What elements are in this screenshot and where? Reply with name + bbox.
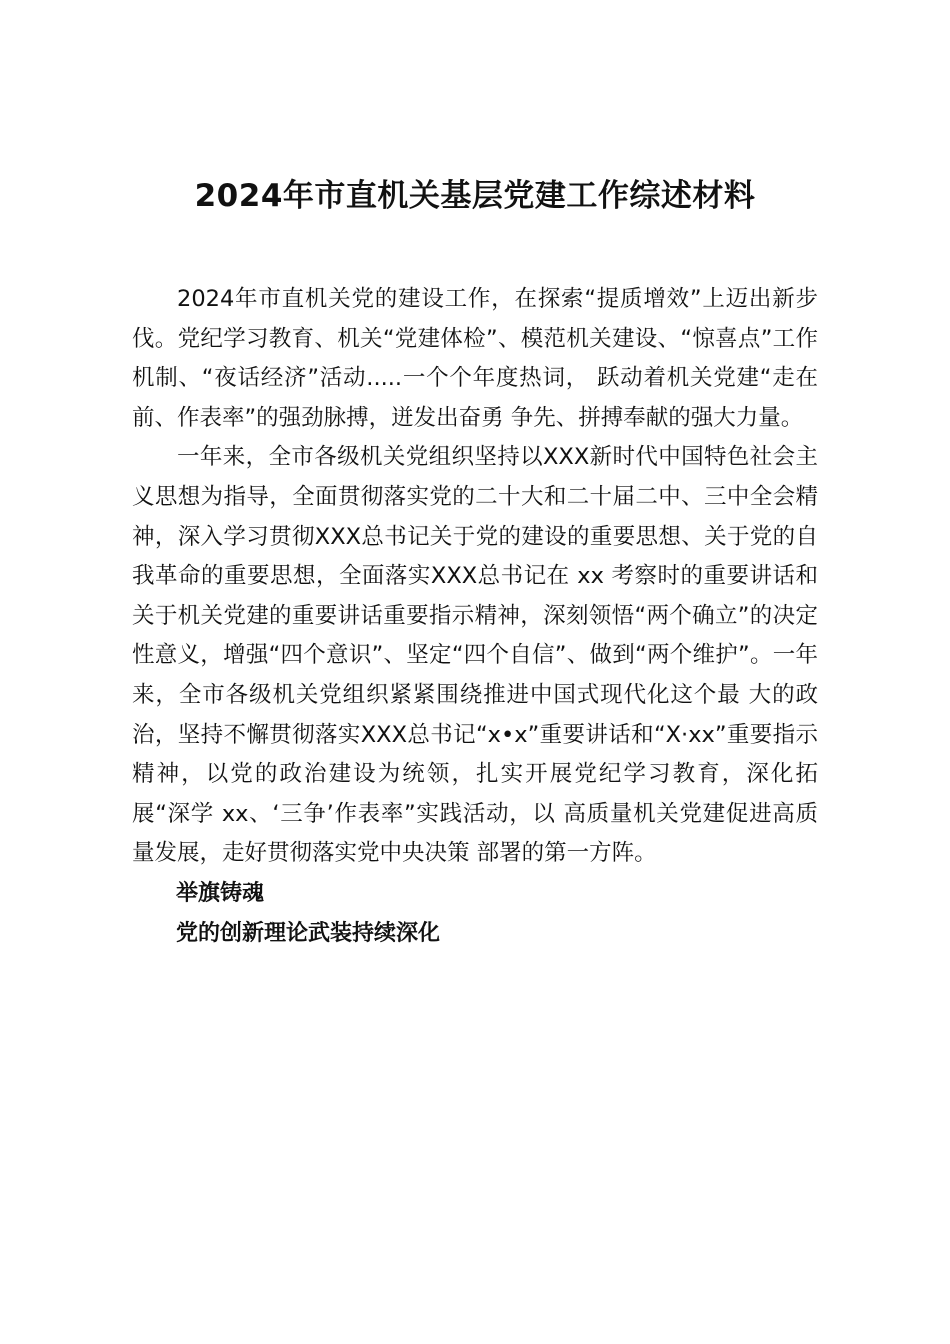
document-body [132,280,818,953]
paragraph-intro: 2024年市直机关党的建设工作，在探索“提质增效”上迈出新步伐。党纪学习教育、机关“党建体检”、模范机关建设、“惊喜点”工作机制、“夜话经济”活动.....一个个年度热词， 跃动着机关党建“走在前、作表率”的强劲脉搏，迸发出奋勇 争先、拼搏奉献的强大力量。 [132,286,818,431]
paragraph-overview: 一年来，全市各级机关党组织坚持以XXX新时代中国特色社会主义思想为指导，全面贯彻落实党的二十大和二十届二中、三中全会精神，深入学习贯彻XXX总书记关于党的建设的重要思想、关于党的自我革命的重要思想，全面落实XXX总书记在 xx 考察时的重要讲话和关于机关党建的重要讲话重要指示精神，深刻领悟“两个确立”的决定性意义，增强“四个意识”、坚定“四个自信”、做到“两个维护”。一年 来，全市各级机关党组织紧紧围绕推进中国式现代化这个最 大的政治，坚持不懈贯彻落实XXX总书记“x•x”重要讲话和“X·xx”重要指示精神，以党的政治建设为统领，扎实开展党纪学习教育，深化拓展“深学 xx、‘三争’作表率”实践活动，以 高质量机关党建促进高质量发展，走好贯彻落实党中央决策 部署的第一方阵。 [132,444,818,867]
document-title: 2024年市直机关基层党建工作综述材料 [194,178,756,214]
section-subheading: 党的创新理论武装持续深化 [176,920,441,946]
section-heading: 举旗铸魂 [176,880,265,906]
